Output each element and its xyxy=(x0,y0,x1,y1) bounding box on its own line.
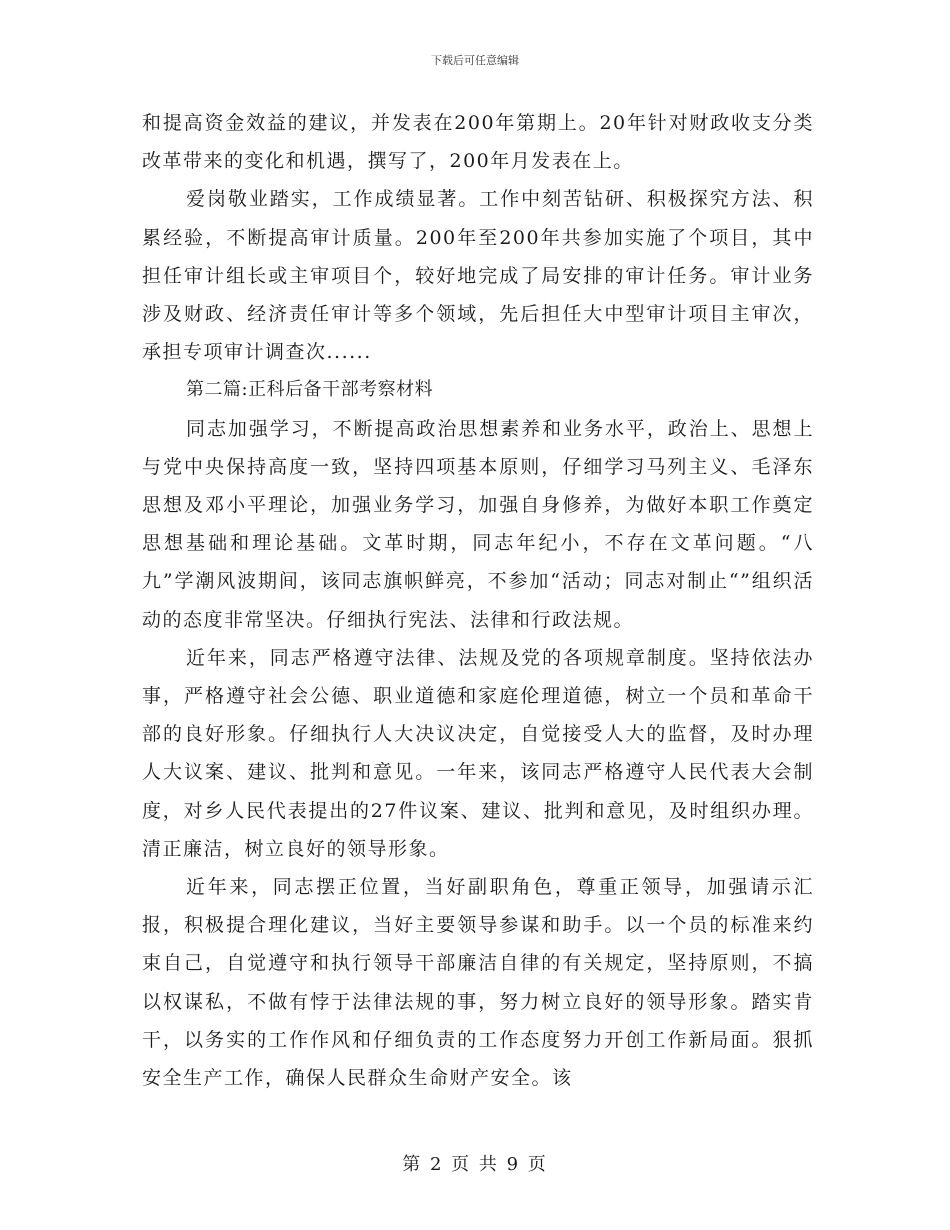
page-header-note: 下载后可任意编辑 xyxy=(431,54,519,67)
paragraph-study: 同志加强学习，不断提高政治思想素养和业务水平，政治上、思想上与党中央保持高度一致，坚持四项基本原则，仔细学习马列主义、毛泽东思想及邓小平理论，加强业务学习，加强自身修养，为做好本职工作奠定思想基础和理论基础。文革时期，同志年纪小，不存在文革问题。“八九”学潮风波期间，该同志旗帜鲜亮，不参加“活动；同志对制止“”组织活动的态度非常坚决。仔细执行宪法、法律和行政法规。 xyxy=(142,417,814,631)
document-body xyxy=(142,104,814,1097)
paragraph-continuation: 和提高资金效益的建议，并发表在200年第期上。20年针对财政收支分类改革带来的变化和机遇，撰写了，200年月发表在上。 xyxy=(142,112,814,173)
page-number-footer: 第 2 页 共 9 页 xyxy=(402,1154,548,1175)
paragraph-work-performance: 爱岗敬业踏实，工作成绩显著。工作中刻苦钻研、积极探究方法、积累经验，不断提高审计质量。200年至200年共参加实施了个项目，其中担任审计组长或主审项目个，较好地完成了局安排的审计任务。审计业务涉及财政、经济责任审计等多个领域，先后担任大中型审计项目主审次，承担专项审计调查次...... xyxy=(142,188,814,364)
paragraph-law-compliance: 近年来，同志严格遵守法律、法规及党的各项规章制度。坚持依法办事，严格遵守社会公德、职业道德和家庭伦理道德，树立一个员和革命干部的良好形象。仔细执行人大决议决定，自觉接受人大的监督，及时办理人大议案、建议、批判和意见。一年来，该同志严格遵守人民代表大会制度，对乡人民代表提出的27件议案、建议、批判和意见，及时组织办理。清正廉洁，树立良好的领导形象。 xyxy=(142,646,814,860)
paragraph-leadership: 近年来，同志摆正位置，当好副职角色，尊重正领导，加强请示汇报，积极提合理化建议，当好主要领导参谋和助手。以一个员的标准来约束自己，自觉遵守和执行领导干部廉洁自律的有关规定，坚持原则，不搞以权谋私，不做有悖于法律法规的事，努力树立良好的领导形象。踏实肯干，以务实的工作作风和仔细负责的工作态度努力开创工作新局面。狠抓安全生产工作，确保人民群众生命财产安全。该 xyxy=(142,876,814,1090)
section-heading: 第二篇:正科后备干部考察材料 xyxy=(186,379,434,401)
